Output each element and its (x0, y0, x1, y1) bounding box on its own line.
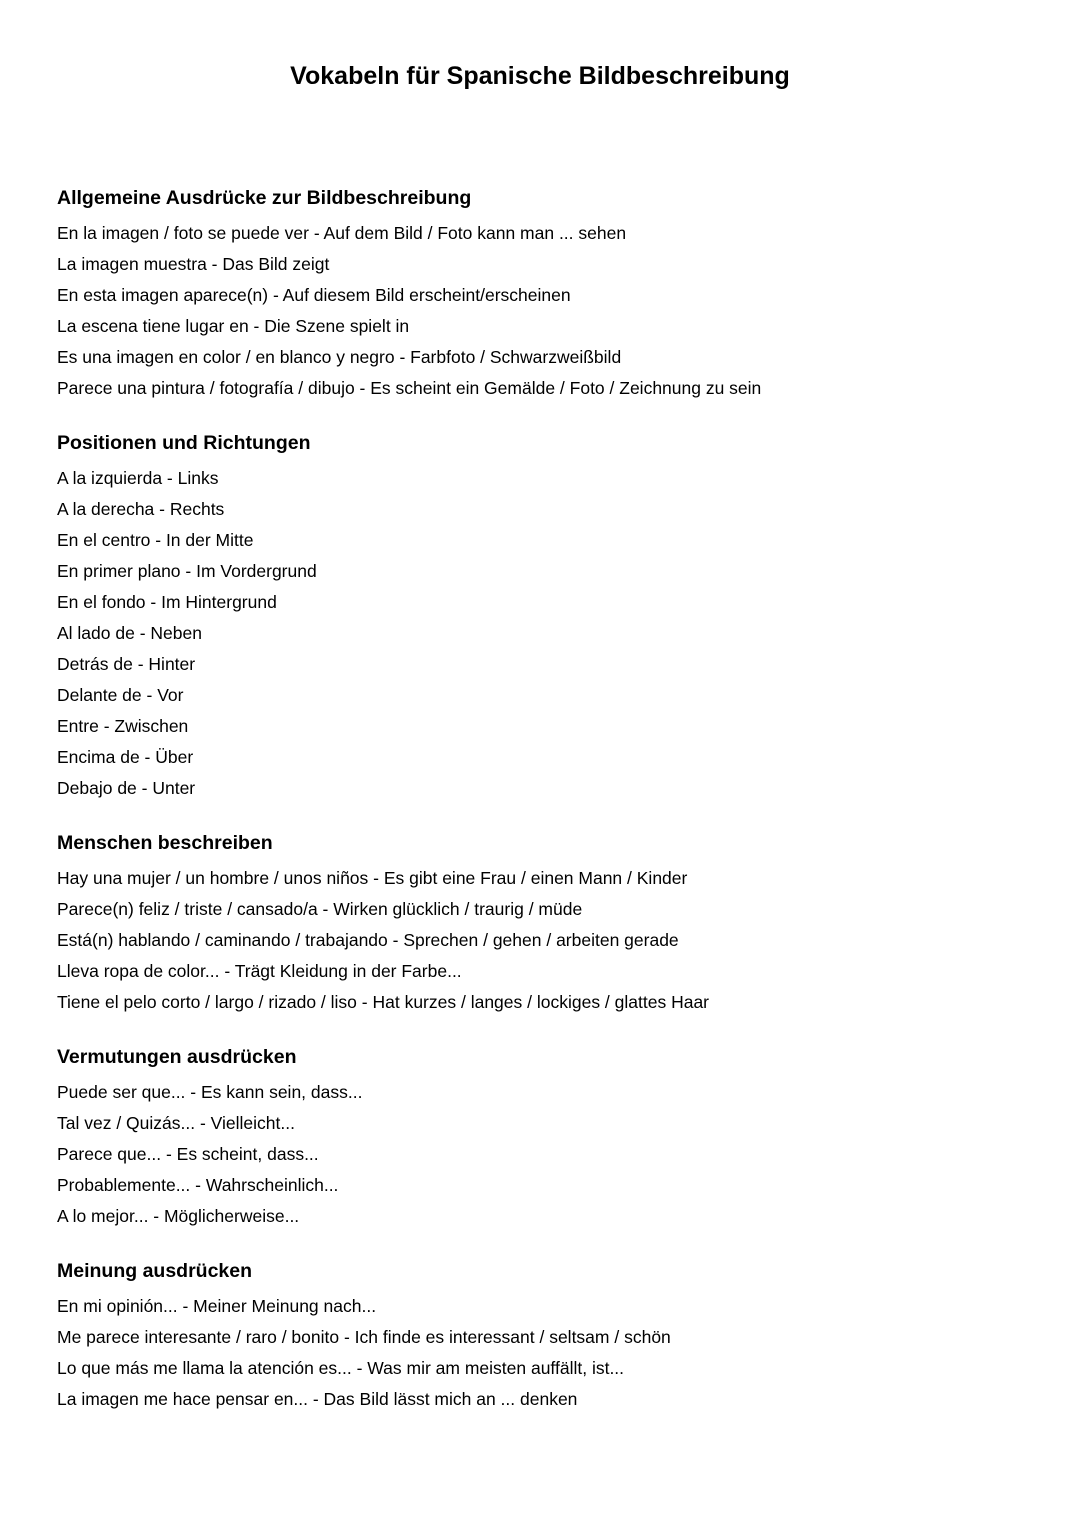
vocabulary-entry: Delante de - Vor (57, 685, 184, 705)
vocabulary-entry: En el fondo - Im Hintergrund (57, 592, 277, 612)
vocabulary-entry: A lo mejor... - Möglicherweise... (57, 1206, 300, 1226)
vocabulary-entry: La escena tiene lugar en - Die Szene spielt in (57, 316, 410, 336)
vocabulary-entry: Parece una pintura / fotografía / dibujo - Es scheint ein Gemälde / Foto / Zeichnung zu sein (57, 378, 762, 398)
vocabulary-entry: A la izquierda - Links (57, 468, 219, 488)
vocabulary-entry: En esta imagen aparece(n) - Auf diesem Bild erscheint/erscheinen (57, 285, 571, 305)
section-heading: Positionen und Richtungen (57, 432, 311, 454)
vocabulary-entry: En primer plano - Im Vordergrund (57, 561, 317, 581)
vocabulary-section (57, 183, 1037, 404)
vocabulary-entry: Es una imagen en color / en blanco y negro - Farbfoto / Schwarzweißbild (57, 347, 622, 367)
vocabulary-entry: Lleva ropa de color... - Trägt Kleidung in der Farbe... (57, 961, 462, 981)
vocabulary-section (57, 1042, 1037, 1232)
vocabulary-entry: Me parece interesante / raro / bonito - Ich finde es interessant / seltsam / schön (57, 1327, 671, 1347)
vocabulary-entry: Está(n) hablando / caminando / trabajando - Sprechen / gehen / arbeiten gerade (57, 930, 679, 950)
vocabulary-entry: En mi opinión... - Meiner Meinung nach... (57, 1296, 377, 1316)
vocabulary-entry: Tal vez / Quizás... - Vielleicht... (57, 1113, 295, 1133)
vocabulary-entry: Debajo de - Unter (57, 778, 196, 798)
vocabulary-entry: Parece que... - Es scheint, dass... (57, 1144, 319, 1164)
vocabulary-section (57, 1256, 1037, 1415)
vocabulary-entry: La imagen me hace pensar en... - Das Bild lässt mich an ... denken (57, 1389, 578, 1409)
vocabulary-entry: Entre - Zwischen (57, 716, 189, 736)
vocabulary-entry: Encima de - Über (57, 747, 194, 767)
section-heading: Vermutungen ausdrücken (57, 1046, 297, 1068)
vocabulary-entry: Probablemente... - Wahrscheinlich... (57, 1175, 339, 1195)
vocabulary-entry: Parece(n) feliz / triste / cansado/a - Wirken glücklich / traurig / müde (57, 899, 583, 919)
vocabulary-entry: La imagen muestra - Das Bild zeigt (57, 254, 330, 274)
section-heading: Meinung ausdrücken (57, 1260, 253, 1282)
page-title: Vokabeln für Spanische Bildbeschreibung (290, 62, 790, 90)
vocabulary-entry: Hay una mujer / un hombre / unos niños - Es gibt eine Frau / einen Mann / Kinder (57, 868, 688, 888)
vocabulary-entry: En la imagen / foto se puede ver - Auf dem Bild / Foto kann man ... sehen (57, 223, 627, 243)
section-heading: Allgemeine Ausdrücke zur Bildbeschreibung (57, 187, 472, 209)
vocabulary-section (57, 428, 1037, 804)
vocabulary-entry: Puede ser que... - Es kann sein, dass... (57, 1082, 363, 1102)
vocabulary-list (57, 183, 1037, 1439)
vocabulary-entry: Detrás de - Hinter (57, 654, 196, 674)
section-heading: Menschen beschreiben (57, 832, 273, 854)
vocabulary-entry: En el centro - In der Mitte (57, 530, 254, 550)
vocabulary-entry: A la derecha - Rechts (57, 499, 225, 519)
vocabulary-entry: Al lado de - Neben (57, 623, 202, 643)
vocabulary-entry: Lo que más me llama la atención es... - Was mir am meisten auffällt, ist... (57, 1358, 625, 1378)
vocabulary-section (57, 828, 1037, 1018)
vocabulary-entry: Tiene el pelo corto / largo / rizado / liso - Hat kurzes / langes / lockiges / glattes Haar (57, 992, 710, 1012)
